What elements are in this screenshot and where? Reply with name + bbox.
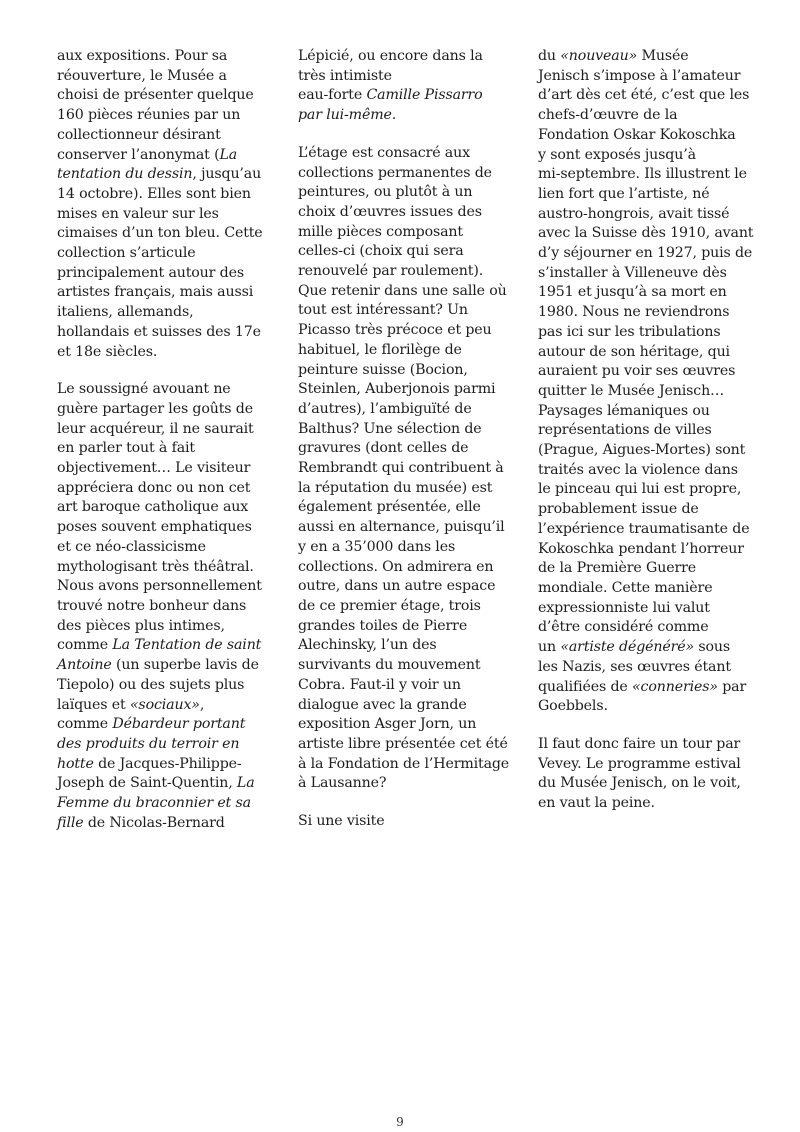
text-run: cimaises d’un ton bleu. Cette xyxy=(57,225,263,242)
text-line xyxy=(298,479,512,499)
text-line xyxy=(57,498,271,518)
text-run: art baroque catholique aux xyxy=(57,499,249,516)
text-run: de Nicolas-Bernard xyxy=(83,814,225,831)
text-run: Le soussigné avouant ne xyxy=(57,381,231,398)
text-line xyxy=(538,678,756,698)
text-line xyxy=(538,126,756,146)
text-line xyxy=(538,382,756,402)
text-line xyxy=(298,321,512,341)
text-line xyxy=(538,67,756,87)
text-line xyxy=(298,380,512,400)
text-line xyxy=(538,520,756,540)
paragraph xyxy=(538,47,756,717)
text-line xyxy=(538,540,756,560)
text-line xyxy=(538,441,756,461)
text-run: collections permanentes de xyxy=(298,164,492,181)
text-line xyxy=(57,676,271,696)
text-line xyxy=(298,242,512,262)
text-run: expressionniste lui valut xyxy=(538,599,710,616)
text-run: à Lausanne? xyxy=(298,775,387,792)
text-run: Musée xyxy=(637,48,689,64)
text-line xyxy=(57,459,271,479)
italic-run: des produits du terroir en xyxy=(57,735,240,752)
text-line xyxy=(298,498,512,518)
text-run: Si une visite xyxy=(298,813,385,830)
text-run: autour de son héritage, qui xyxy=(538,343,730,360)
text-run: chefs-d’œuvre de la xyxy=(538,107,678,124)
text-run: Jenisch s’impose à l’amateur xyxy=(538,67,741,84)
text-run: Joseph de Saint-Quentin, xyxy=(57,775,237,792)
text-line xyxy=(298,67,512,87)
text-line xyxy=(57,696,271,716)
text-line xyxy=(538,185,756,205)
text-line xyxy=(57,126,271,146)
text-line xyxy=(298,301,512,321)
text-line xyxy=(57,303,271,323)
italic-run: Camille Pissarro xyxy=(366,87,483,104)
text-run: du Musée Jenisch, on le voit, xyxy=(538,775,741,792)
text-run: artiste libre présentée cet été xyxy=(298,735,508,752)
text-line xyxy=(57,165,271,185)
text-line xyxy=(298,262,512,282)
text-run: mises en valeur sur les xyxy=(57,205,219,222)
text-run: mi-septembre. Ils illustrent le xyxy=(538,166,747,183)
text-line xyxy=(298,183,512,203)
text-line xyxy=(57,558,271,578)
text-line xyxy=(57,47,271,67)
text-run: représentations de villes xyxy=(538,422,712,439)
text-run: grandes toiles de Pierre xyxy=(298,617,468,634)
text-line xyxy=(538,735,756,755)
text-line xyxy=(538,618,756,638)
text-line xyxy=(57,656,271,676)
text-run: s’installer à Villeneuve dès xyxy=(538,264,727,281)
text-line xyxy=(538,599,756,619)
text-run: L’étage est consacré aux xyxy=(298,144,470,161)
text-line xyxy=(57,146,271,166)
text-line xyxy=(57,715,271,735)
text-line xyxy=(57,518,271,538)
text-line xyxy=(298,577,512,597)
text-line xyxy=(57,224,271,244)
text-run: celles-ci (choix qui sera xyxy=(298,243,464,260)
paragraph xyxy=(298,47,512,126)
text-run: Steinlen, Auberjonois parmi xyxy=(298,381,496,398)
text-run: y en a 35’000 dans les xyxy=(298,538,456,555)
text-line xyxy=(298,282,512,302)
text-run: tout est intéressant? Un xyxy=(298,302,468,319)
text-run: austro-hongrois, avait tissé xyxy=(538,205,730,222)
text-run: italiens, allemands, xyxy=(57,304,194,321)
text-run: poses souvent emphatiques xyxy=(57,519,252,536)
text-line xyxy=(298,715,512,735)
text-run: en vaut la peine. xyxy=(538,795,655,812)
text-run: par xyxy=(717,678,747,695)
text-line xyxy=(538,362,756,382)
text-run: appréciera donc ou non cet xyxy=(57,479,251,496)
text-line xyxy=(298,696,512,716)
text-line xyxy=(538,205,756,225)
text-line xyxy=(298,106,512,126)
text-run: (un superbe lavis de xyxy=(111,657,259,674)
text-run: choix d’œuvres issues des xyxy=(298,203,482,220)
text-run: en parler tout à fait xyxy=(57,440,195,457)
text-line xyxy=(57,538,271,558)
text-line xyxy=(57,106,271,126)
text-line xyxy=(538,86,756,106)
text-line xyxy=(298,538,512,558)
text-line xyxy=(57,735,271,755)
text-line xyxy=(57,439,271,459)
text-run: et 18e siècles. xyxy=(57,343,158,360)
text-line xyxy=(538,480,756,500)
text-run: Vevey. Le programme estival xyxy=(538,755,741,772)
text-line xyxy=(298,518,512,538)
text-column-1 xyxy=(57,47,271,833)
text-line xyxy=(298,86,512,106)
text-line xyxy=(57,636,271,656)
text-run: mondiale. Cette manière xyxy=(538,579,713,596)
text-run: et ce néo-classicisme xyxy=(57,538,206,555)
text-line xyxy=(538,421,756,441)
text-line xyxy=(57,794,271,814)
text-line xyxy=(298,755,512,775)
text-line xyxy=(298,656,512,676)
italic-run: La Tentation de saint xyxy=(112,637,262,654)
text-run: d’art dès cet été, c’est que les xyxy=(538,87,750,104)
text-line xyxy=(298,400,512,420)
text-line xyxy=(298,597,512,617)
text-line xyxy=(298,203,512,223)
text-run: quitter le Musée Jenisch… xyxy=(538,382,725,399)
text-run: , jusqu’au xyxy=(192,166,262,183)
text-run: conserver l’anonymat ( xyxy=(57,146,220,163)
text-line xyxy=(57,244,271,264)
text-run: Paysages lémaniques ou xyxy=(538,402,710,419)
text-line xyxy=(298,361,512,381)
text-line xyxy=(298,676,512,696)
text-run: y sont exposés jusqu’à xyxy=(538,146,696,163)
italic-run: «artiste dégénéré» xyxy=(560,639,695,656)
text-line xyxy=(57,617,271,637)
text-run: hollandais et suisses des 17e xyxy=(57,323,261,340)
text-line xyxy=(57,577,271,597)
text-run: probablement issue de xyxy=(538,501,699,518)
text-line xyxy=(57,67,271,87)
text-run: eau-forte xyxy=(298,87,367,104)
text-line xyxy=(538,755,756,775)
page-number: 9 xyxy=(396,1115,404,1129)
text-line xyxy=(298,617,512,637)
text-run: choisi de présenter quelque xyxy=(57,87,254,104)
text-line xyxy=(298,223,512,243)
text-run: (Prague, Aigues-Mortes) sont xyxy=(538,442,746,459)
text-run: à la Fondation de l’Hermitage xyxy=(298,755,510,772)
text-line xyxy=(538,165,756,185)
text-run: de Jacques-Philippe- xyxy=(93,755,242,772)
text-line xyxy=(57,264,271,284)
text-line xyxy=(538,638,756,658)
text-run: 1980. Nous ne reviendrons xyxy=(538,304,730,321)
text-run: comme xyxy=(57,637,113,654)
text-run: Alechinsky, l’un des xyxy=(298,637,437,654)
italic-run: par lui-même xyxy=(298,107,392,124)
text-run: réouverture, le Musée a xyxy=(57,67,227,84)
text-run: artistes français, mais aussi xyxy=(57,284,254,301)
text-line xyxy=(57,205,271,225)
text-run: collectionneur désirant xyxy=(57,126,221,143)
text-run: objectivement… Le visiteur xyxy=(57,460,251,477)
text-run: Fondation Oskar Kokoschka xyxy=(538,126,736,143)
paragraph xyxy=(57,380,271,833)
text-line xyxy=(298,47,512,67)
italic-run: «conneries» xyxy=(632,678,718,695)
text-line xyxy=(298,341,512,361)
text-run: Tiepolo) ou des sujets plus xyxy=(57,676,245,693)
italic-run: La xyxy=(236,775,255,792)
text-line xyxy=(538,244,756,264)
text-line xyxy=(57,185,271,205)
text-run: les Nazis, ses œuvres étant xyxy=(538,658,731,675)
text-run: Balthus? Une sélection de xyxy=(298,420,482,437)
text-line xyxy=(57,380,271,400)
text-run: leur acquéreur, il ne saurait xyxy=(57,420,254,437)
text-line xyxy=(538,146,756,166)
text-line xyxy=(538,264,756,284)
text-line xyxy=(538,224,756,244)
text-line xyxy=(538,559,756,579)
text-run: également présentée, elle xyxy=(298,499,481,516)
text-run: de la Première Guerre xyxy=(538,560,696,577)
text-run: outre, dans un autre espace xyxy=(298,578,496,595)
text-line xyxy=(538,402,756,422)
text-run: collection s’articule xyxy=(57,245,196,262)
text-line xyxy=(57,86,271,106)
text-line xyxy=(298,636,512,656)
text-line xyxy=(57,343,271,363)
text-run: trouvé notre bonheur dans xyxy=(57,597,247,614)
text-run: 160 pièces réunies par un xyxy=(57,107,241,124)
text-line xyxy=(57,597,271,617)
text-run: d’y séjourner en 1927, puis de xyxy=(538,245,753,262)
text-run: habituel, le florilège de xyxy=(298,341,462,358)
text-run: guère partager les goûts de xyxy=(57,400,253,417)
text-line xyxy=(538,47,756,67)
text-line xyxy=(57,479,271,499)
text-line xyxy=(538,461,756,481)
text-line xyxy=(538,303,756,323)
text-run: d’autres), l’ambiguïté de xyxy=(298,400,472,417)
italic-run: «nouveau» xyxy=(560,48,638,64)
text-run: Picasso très précoce et peu xyxy=(298,322,492,339)
text-line xyxy=(57,814,271,834)
text-line xyxy=(538,106,756,126)
text-run: aux expositions. Pour sa xyxy=(57,48,228,64)
text-run: collections. On admirera en xyxy=(298,558,494,575)
text-line xyxy=(538,283,756,303)
text-run: . xyxy=(391,107,397,124)
text-run: Il faut donc faire un tour par xyxy=(538,735,741,752)
text-run: Goebbels. xyxy=(538,698,608,715)
text-line xyxy=(298,164,512,184)
text-run: Rembrandt qui contribuent à xyxy=(298,460,504,477)
text-run: Cobra. Faut-il y voir un xyxy=(298,676,461,693)
italic-run: fille xyxy=(57,814,84,831)
text-run: 14 octobre). Elles sont bien xyxy=(57,185,251,202)
text-run: comme xyxy=(57,716,113,733)
text-run: des pièces plus intimes, xyxy=(57,617,225,634)
text-line xyxy=(538,500,756,520)
italic-run: La xyxy=(219,146,238,163)
italic-run: «sociaux» xyxy=(129,696,200,713)
text-run: lien fort que l’artiste, né xyxy=(538,185,710,202)
text-run: qualifiées de xyxy=(538,678,633,695)
text-line xyxy=(57,400,271,420)
text-run: Lépicié, ou encore dans la xyxy=(298,48,483,64)
text-run: survivants du mouvement xyxy=(298,657,481,674)
text-run: d’être considéré comme xyxy=(538,619,709,636)
text-line xyxy=(57,755,271,775)
text-run: Que retenir dans une salle où xyxy=(298,282,507,299)
text-line xyxy=(538,323,756,343)
text-line xyxy=(57,774,271,794)
text-line xyxy=(298,735,512,755)
text-run: du xyxy=(538,48,561,64)
italic-run: Débardeur portant xyxy=(112,716,246,733)
text-run: mythologisant très théâtral. xyxy=(57,558,254,575)
text-run: exposition Asger Jorn, un xyxy=(298,716,477,733)
text-run: gravures (dont celles de xyxy=(298,440,469,457)
text-run: l’expérience traumatisante de xyxy=(538,520,750,537)
text-run: sous xyxy=(694,639,731,656)
text-line xyxy=(57,283,271,303)
text-run: avec la Suisse dès 1910, avant xyxy=(538,225,754,242)
text-run: Nous avons personnellement xyxy=(57,578,262,595)
paragraph xyxy=(298,144,512,794)
text-run: aussi en alternance, puisqu’il xyxy=(298,519,505,536)
text-line xyxy=(298,558,512,578)
text-line xyxy=(57,420,271,440)
text-run: peintures, ou plutôt à un xyxy=(298,184,473,201)
paragraph xyxy=(538,735,756,814)
text-line xyxy=(538,774,756,794)
italic-run: Femme du braconnier et sa xyxy=(57,795,251,812)
text-run: la réputation du musée) est xyxy=(298,479,493,496)
text-line xyxy=(538,658,756,678)
text-line xyxy=(538,579,756,599)
text-run: , xyxy=(199,696,205,713)
text-column-3 xyxy=(538,47,756,814)
text-run: auraient pu voir ses œuvres xyxy=(538,363,736,380)
text-run: Kokoschka pendant l’horreur xyxy=(538,540,744,557)
text-line xyxy=(298,144,512,164)
italic-run: tentation du dessin xyxy=(57,166,193,183)
text-line xyxy=(538,697,756,717)
italic-run: Antoine xyxy=(57,657,112,674)
text-column-2 xyxy=(298,47,512,832)
italic-run: hotte xyxy=(57,755,94,772)
text-line xyxy=(298,420,512,440)
text-line xyxy=(298,774,512,794)
text-run: renouvelé par roulement). xyxy=(298,263,484,280)
text-run: traités avec la violence dans xyxy=(538,461,738,478)
text-run: dialogue avec la grande xyxy=(298,696,467,713)
text-run: peinture suisse (Bocion, xyxy=(298,361,468,378)
text-line xyxy=(57,323,271,343)
text-line xyxy=(298,439,512,459)
text-run: principalement autour des xyxy=(57,264,244,281)
paragraph xyxy=(57,47,271,362)
text-run: le pinceau qui lui est propre, xyxy=(538,481,742,498)
paragraph xyxy=(298,812,512,832)
text-run: de ce premier étage, trois xyxy=(298,597,481,614)
text-run: laïques et xyxy=(57,696,130,713)
text-line xyxy=(298,812,512,832)
text-line xyxy=(538,794,756,814)
text-run: mille pièces composant xyxy=(298,223,463,240)
text-run: très intimiste xyxy=(298,67,392,84)
text-line xyxy=(298,459,512,479)
text-run: 1951 et jusqu’à sa mort en xyxy=(538,284,727,301)
text-run: pas ici sur les tribulations xyxy=(538,323,721,340)
text-line xyxy=(538,343,756,363)
text-run: un xyxy=(538,639,561,656)
